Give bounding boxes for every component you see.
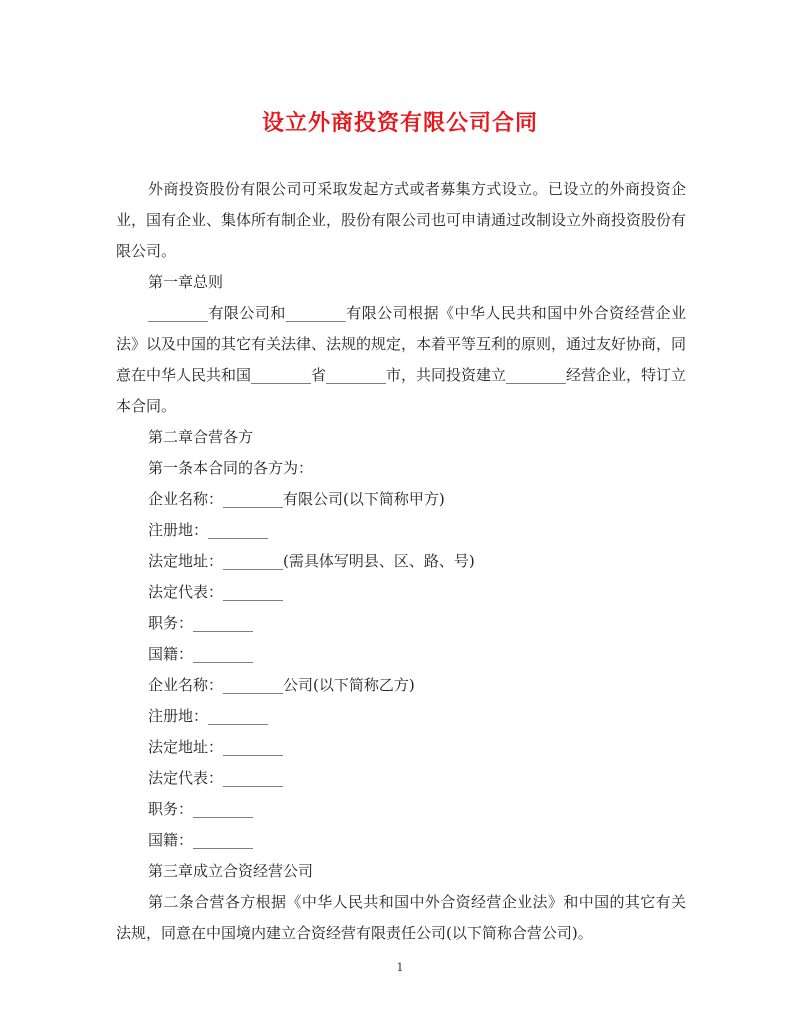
party-b-registered-place: 注册地：________ [148, 707, 269, 725]
party-a-legal-representative: 法定代表：________ [148, 583, 284, 601]
party-b-position: 职务：________ [148, 800, 254, 818]
document-title: 设立外商投资有限公司合同 [261, 110, 538, 136]
article-2-paragraph: 第二条合营各方根据《中华人民共和国中外合资经营企业法》和中国的其它有关法规，同意在中国境内建立合资经营有限责任公司(以下简称合营公司)。 [116, 893, 686, 942]
party-b-legal-representative: 法定代表：________ [148, 769, 284, 787]
party-a-nationality: 国籍：________ [148, 645, 254, 663]
party-a-company-name: 企业名称：________有限公司(以下简称甲方) [148, 490, 445, 508]
party-a-registered-place: 注册地：________ [148, 521, 269, 539]
intro-paragraph: 外商投资股份有限公司可采取发起方式或者募集方式设立。已设立的外商投资企业，国有企业、集体所有制企业，股份有限公司也可申请通过改制设立外商投资股份有限公司。 [116, 180, 687, 260]
page-number: 1 [396, 961, 404, 974]
general-provisions-paragraph: ________有限公司和________有限公司根据《中华人民共和国中外合资经营企业法》以及中国的其它有关法律、法规的规定，本着平等互利的原则，通过友好协商，同意在中华人民共和国________省________市，共同投资建立________经营企业，特订立本合同。 [116, 304, 687, 415]
chapter-3-heading: 第三章成立合资经营公司 [148, 862, 314, 880]
chapter-1-heading: 第一章总则 [148, 273, 224, 291]
article-1-line: 第一条本合同的各方为： [148, 459, 314, 477]
party-b-nationality: 国籍：________ [148, 831, 254, 849]
party-b-company-name: 企业名称：________公司(以下简称乙方) [148, 676, 415, 694]
party-b-legal-address: 法定地址：________ [148, 738, 284, 756]
document-body [116, 174, 686, 949]
party-a-position: 职务：________ [148, 614, 254, 632]
party-a-legal-address: 法定地址：________(需具体写明县、区、路、号) [148, 552, 475, 570]
chapter-2-heading: 第二章合营各方 [148, 428, 254, 446]
